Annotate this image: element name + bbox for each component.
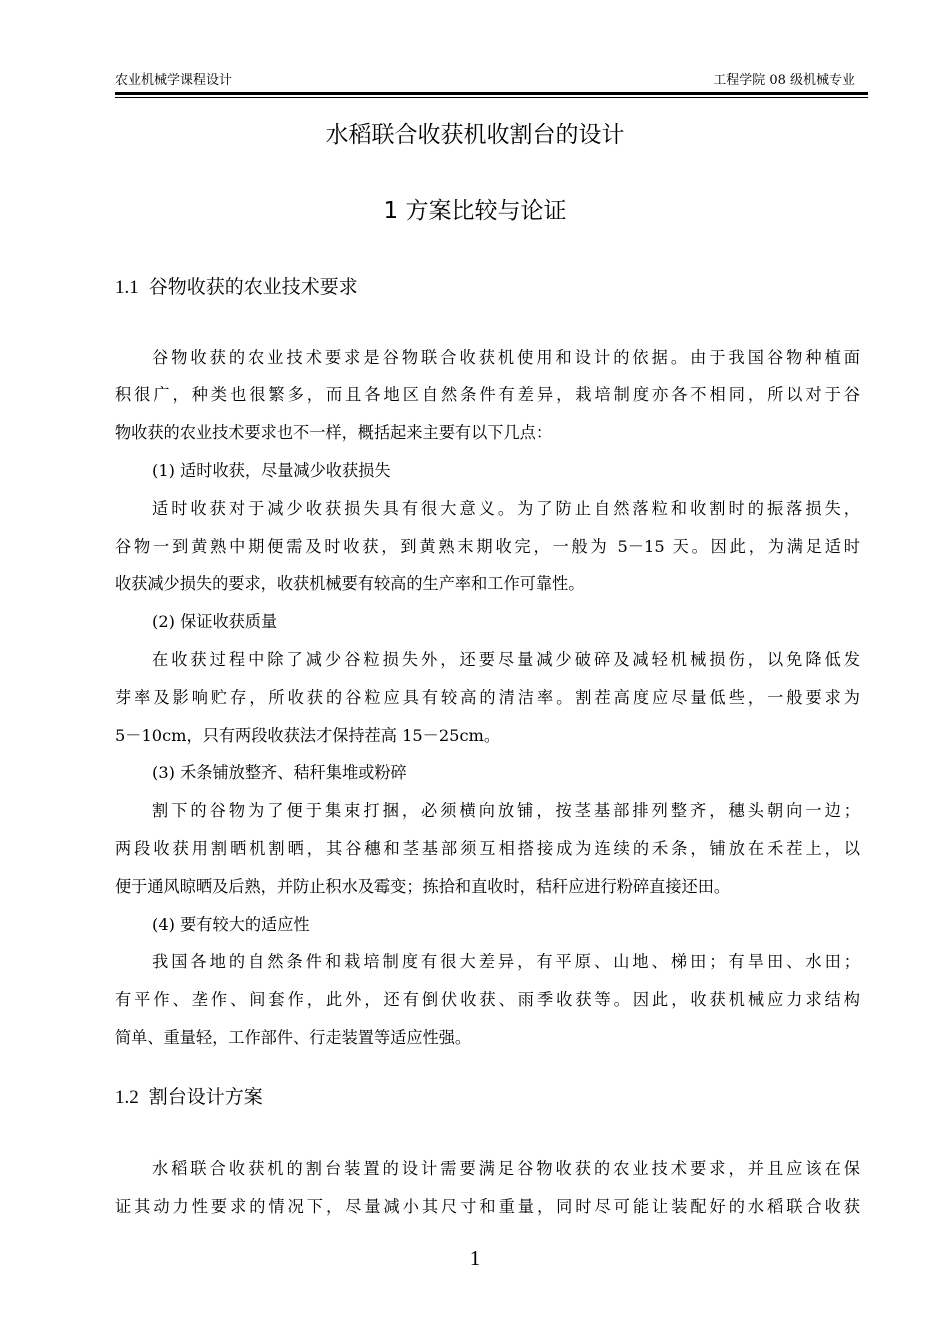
paragraph-line: 收获减少损失的要求，收获机械要有较高的生产率和工作可靠性。 (115, 574, 585, 593)
page-number: 1 (469, 1246, 481, 1270)
list-item-heading: (2) 保证收获质量 (152, 612, 278, 631)
section-number: 1.1 (115, 277, 139, 298)
list-item-heading: (1) 适时收获，尽量减少收获损失 (152, 461, 391, 480)
paragraph-line: 简单、重量轻，工作部件、行走装置等适应性强。 (115, 1028, 472, 1047)
section-title: 谷物收获的农业技术要求 (148, 276, 358, 298)
header-course-name: 农业机械学课程设计 (115, 73, 233, 88)
paragraph-line: 适时收获对于减少收获损失具有很大意义。为了防止自然落粒和收割时的振落损失， (152, 499, 860, 518)
paragraph-line: 谷物一到黄熟中期便需及时收获，到黄熟末期收完，一般为 5－15 天。因此，为满足适时 (115, 537, 860, 556)
paragraph-line: 谷物收获的农业技术要求是谷物联合收获机使用和设计的依据。由于我国谷物种植面 (152, 348, 860, 367)
list-item-heading: (4) 要有较大的适应性 (152, 915, 310, 934)
section-heading-1-2 (115, 1083, 263, 1112)
paragraph-line: 物收获的农业技术要求也不一样，概括起来主要有以下几点： (115, 423, 553, 442)
paragraph-line: 芽率及影响贮存，所收获的谷粒应具有较高的清洁率。割茬高度应尽量低些，一般要求为 (115, 688, 860, 707)
header-rule-thin (115, 97, 868, 98)
section-number: 1.2 (115, 1087, 139, 1108)
section-heading-1-1 (115, 273, 358, 302)
paragraph-line: 在收获过程中除了减少谷粒损失外，还要尽量减少破碎及减轻机械损伤，以免降低发 (152, 650, 860, 669)
header-department: 工程学院 08 级机械专业 (713, 73, 855, 88)
paragraph-line: 证其动力性要求的情况下，尽量减小其尺寸和重量，同时尽可能让装配好的水稻联合收获 (115, 1197, 860, 1216)
paragraph-line: 两段收获用割晒机割晒，其谷穗和茎基部须互相搭接成为连续的禾条，铺放在禾茬上，以 (115, 839, 860, 858)
paragraph-line: 5－10cm，只有两段收获法才保持茬高 15－25cm。 (115, 726, 501, 745)
paragraph-line: 有平作、垄作、间套作，此外，还有倒伏收获、雨季收获等。因此，收获机械应力求结构 (115, 990, 860, 1009)
paragraph-line: 割下的谷物为了便于集束打捆，必须横向放铺，按茎基部排列整齐，穗头朝向一边； (152, 801, 860, 820)
document-title: 水稻联合收获机收割台的设计 (325, 122, 625, 148)
list-item-heading: (3) 禾条铺放整齐、秸秆集堆或粉碎 (152, 763, 407, 782)
header-rule-thick (115, 92, 868, 95)
paragraph-line: 水稻联合收获机的割台装置的设计需要满足谷物收获的农业技术要求，并且应该在保 (152, 1159, 860, 1178)
paragraph-line: 便于通风晾晒及后熟，并防止积水及霉变；拣拾和直收时，秸秆应进行粉碎直接还田。 (115, 877, 731, 896)
section-title: 割台设计方案 (148, 1086, 263, 1108)
chapter-heading: 1 方案比较与论证 (383, 198, 567, 224)
paragraph-line: 我国各地的自然条件和栽培制度有很大差异，有平原、山地、梯田；有旱田、水田； (152, 952, 860, 971)
paragraph-line: 积很广，种类也很繁多，而且各地区自然条件有差异，栽培制度亦各不相同，所以对于谷 (115, 385, 860, 404)
